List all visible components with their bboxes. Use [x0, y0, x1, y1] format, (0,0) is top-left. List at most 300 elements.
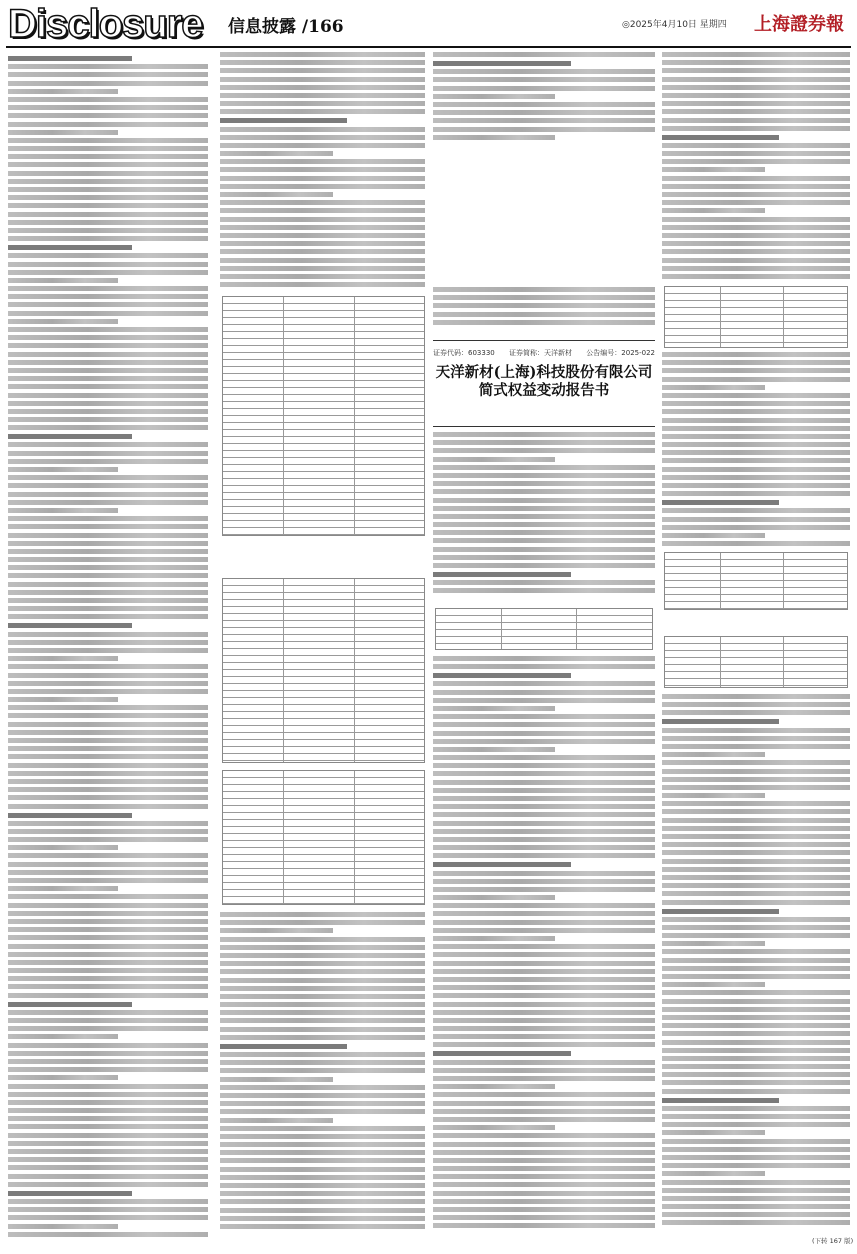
text-line: [433, 580, 655, 585]
text-line: [220, 127, 425, 132]
text-line: [662, 826, 850, 831]
text-column-1: [8, 52, 208, 1237]
cashflow-table: [222, 770, 425, 905]
text-line: [433, 1191, 655, 1196]
text-line: [662, 859, 850, 864]
text-line: [8, 722, 208, 727]
text-line: [662, 401, 850, 406]
text-line: [8, 467, 118, 472]
text-line: [8, 343, 208, 348]
text-line: [8, 1199, 208, 1204]
text-line: [433, 572, 571, 577]
text-line: [220, 969, 425, 974]
text-line: [433, 804, 655, 809]
text-line: [220, 101, 425, 106]
text-line: [8, 935, 208, 940]
text-line: [662, 744, 850, 749]
transfer-table-1: [664, 552, 848, 610]
text-line: [662, 867, 850, 872]
text-line: [8, 1034, 118, 1039]
text-line: [8, 113, 208, 118]
text-line: [8, 829, 208, 834]
text-line: [662, 710, 850, 715]
text-line: [8, 89, 118, 94]
text-line: [433, 1060, 655, 1065]
brand-logo: Disclosure: [8, 2, 203, 46]
text-line: [662, 352, 850, 357]
announcement-subtitle: 简式权益变动报告书: [478, 382, 610, 399]
text-line: [433, 61, 571, 66]
text-line: [433, 961, 655, 966]
text-line: [8, 573, 208, 578]
text-line: [8, 1141, 208, 1146]
text-line: [8, 549, 208, 554]
text-line: [433, 118, 655, 123]
text-line: [433, 320, 655, 325]
text-line: [8, 253, 208, 258]
text-line: [8, 944, 208, 949]
text-line: [220, 961, 425, 966]
text-line: [8, 894, 208, 899]
text-line: [220, 93, 425, 98]
text-line: [433, 853, 655, 858]
text-line: [220, 953, 425, 958]
text-line: [8, 623, 132, 628]
text-line: [662, 1180, 850, 1185]
text-line: [8, 516, 208, 521]
text-line: [662, 793, 765, 798]
text-line: [662, 500, 779, 505]
text-line: [662, 135, 779, 140]
text-line: [662, 450, 850, 455]
text-line: [662, 1204, 850, 1209]
text-line: [220, 1150, 425, 1155]
text-line: [662, 483, 850, 488]
text-line: [662, 508, 850, 513]
text-line: [433, 52, 655, 57]
text-line: [8, 434, 132, 439]
text-line: [220, 1134, 425, 1139]
text-column-3-mid: [433, 432, 655, 602]
text-line: [8, 1002, 132, 1007]
text-line: [8, 689, 208, 694]
text-line: [220, 1077, 333, 1082]
newspaper-name: 上海證券報: [754, 14, 844, 35]
text-line: [433, 895, 555, 900]
text-line: [8, 64, 208, 69]
text-line: [662, 151, 850, 156]
text-line: [662, 809, 850, 814]
text-line: [8, 327, 208, 332]
text-line: [220, 266, 425, 271]
text-line: [662, 159, 850, 164]
text-line: [662, 217, 850, 222]
text-line: [662, 990, 850, 995]
text-line: [8, 302, 208, 307]
text-line: [8, 1026, 208, 1031]
text-line: [662, 409, 850, 414]
text-line: [8, 911, 208, 916]
text-line: [433, 473, 655, 478]
text-line: [8, 968, 208, 973]
text-line: [662, 1155, 850, 1160]
text-line: [8, 927, 208, 932]
text-line: [662, 760, 850, 765]
text-line: [433, 1133, 655, 1138]
text-line: [220, 118, 347, 123]
text-line: [433, 1101, 655, 1106]
text-line: [433, 1034, 655, 1039]
text-line: [8, 993, 208, 998]
text-line: [662, 274, 850, 279]
text-line: [662, 393, 850, 398]
text-line: [220, 52, 425, 57]
text-line: [8, 220, 208, 225]
text-line: [662, 777, 850, 782]
text-line: [662, 1196, 850, 1201]
text-line: [662, 719, 779, 724]
text-line: [433, 457, 555, 462]
text-line: [662, 533, 765, 538]
text-line: [8, 557, 208, 562]
text-line: [8, 705, 208, 710]
text-line: [8, 311, 208, 316]
text-line: [662, 891, 850, 896]
text-line: [220, 1085, 425, 1090]
text-line: [433, 102, 655, 107]
text-line: [433, 481, 655, 486]
text-line: [433, 837, 655, 842]
text-line: [433, 1026, 655, 1031]
text-line: [662, 850, 850, 855]
text-line: [8, 763, 208, 768]
text-line: [8, 360, 208, 365]
text-line: [433, 563, 655, 568]
text-line: [8, 130, 118, 135]
text-line: [433, 747, 555, 752]
text-line: [433, 135, 555, 140]
text-line: [220, 994, 425, 999]
text-line: [662, 475, 850, 480]
text-line: [8, 738, 208, 743]
text-line: [662, 77, 850, 82]
text-line: [8, 138, 208, 143]
text-line: [433, 1010, 655, 1015]
text-line: [220, 1167, 425, 1172]
text-line: [662, 974, 850, 979]
text-line: [220, 1052, 425, 1057]
text-line: [8, 976, 208, 981]
stock-name: 证券简称：天洋新材: [509, 349, 573, 357]
text-line: [662, 1147, 850, 1152]
text-line: [662, 785, 850, 790]
text-column-2-bottom: [220, 912, 425, 1232]
text-line: [220, 978, 425, 983]
text-line: [662, 966, 850, 971]
text-line: [8, 203, 208, 208]
text-line: [433, 287, 655, 292]
text-line: [8, 1116, 208, 1121]
text-line: [220, 928, 333, 933]
text-line: [220, 1175, 425, 1180]
text-line: [433, 86, 655, 91]
text-line: [220, 986, 425, 991]
text-line: [662, 517, 850, 522]
text-line: [220, 1183, 425, 1188]
text-line: [662, 126, 850, 131]
text-line: [8, 1165, 208, 1170]
text-line: [662, 949, 850, 954]
text-line: [662, 525, 850, 530]
text-line: [220, 109, 425, 114]
text-line: [433, 465, 655, 470]
text-line: [433, 1018, 655, 1023]
text-line: [662, 176, 850, 181]
text-line: [8, 713, 208, 718]
text-line: [8, 541, 208, 546]
text-line: [433, 1092, 655, 1097]
text-line: [220, 258, 425, 263]
text-line: [220, 1101, 425, 1106]
text-line: [433, 312, 655, 317]
text-column-4-mid: [662, 352, 850, 550]
text-line: [8, 771, 208, 776]
text-line: [220, 1224, 425, 1229]
text-line: [8, 122, 208, 127]
text-line: [8, 779, 208, 784]
text-line: [433, 887, 655, 892]
text-line: [8, 837, 208, 842]
text-line: [220, 176, 425, 181]
text-line: [220, 1118, 333, 1123]
text-line: [433, 1166, 655, 1171]
text-line: [8, 81, 208, 86]
text-line: [8, 984, 208, 989]
text-column-4-top: [662, 52, 850, 282]
text-line: [433, 514, 655, 519]
text-line: [8, 754, 208, 759]
text-line: [433, 821, 655, 826]
text-line: [662, 1048, 850, 1053]
text-line: [662, 258, 850, 263]
text-line: [8, 270, 208, 275]
text-line: [662, 1122, 850, 1127]
text-line: [662, 958, 850, 963]
text-line: [433, 94, 555, 99]
text-line: [8, 286, 208, 291]
text-line: [662, 360, 850, 365]
text-line: [8, 335, 208, 340]
text-line: [433, 944, 655, 949]
text-line: [8, 1207, 208, 1212]
text-line: [220, 241, 425, 246]
text-line: [8, 746, 208, 751]
text-line: [8, 72, 208, 77]
text-line: [220, 1018, 425, 1023]
announcement-rule-top: [433, 340, 655, 341]
text-line: [433, 489, 655, 494]
text-line: [8, 212, 208, 217]
notice-number: 公告编号：2025-022: [586, 349, 655, 357]
text-line: [8, 417, 208, 422]
continued-note: (下转 167 版): [812, 1237, 854, 1245]
text-line: [662, 900, 850, 905]
text-line: [220, 1093, 425, 1098]
text-line: [662, 225, 850, 230]
text-line: [433, 1223, 655, 1228]
text-line: [220, 217, 425, 222]
text-line: [662, 52, 850, 57]
text-line: [433, 448, 655, 453]
text-line: [8, 97, 208, 102]
text-line: [220, 1027, 425, 1032]
text-line: [662, 1098, 779, 1103]
text-line: [433, 1174, 655, 1179]
text-line: [433, 303, 655, 308]
text-line: [433, 755, 655, 760]
text-line: [8, 409, 208, 414]
text-line: [220, 1035, 425, 1040]
text-line: [8, 821, 208, 826]
text-line: [8, 952, 208, 957]
text-line: [662, 233, 850, 238]
text-line: [8, 1149, 208, 1154]
text-line: [433, 977, 655, 982]
text-line: [433, 1051, 571, 1056]
text-line: [662, 208, 765, 213]
text-line: [8, 56, 132, 61]
text-line: [433, 763, 655, 768]
text-line: [8, 886, 118, 891]
text-line: [8, 228, 208, 233]
text-line: [433, 77, 655, 82]
text-line: [8, 582, 208, 587]
text-line: [662, 694, 850, 699]
text-line: [662, 418, 850, 423]
text-line: [662, 1163, 850, 1168]
text-line: [433, 1207, 655, 1212]
text-line: [8, 614, 208, 619]
issue-date: ◎2025年4月10日 星期四: [622, 20, 727, 30]
text-line: [662, 1114, 850, 1119]
text-line: [8, 1092, 208, 1097]
text-line: [8, 1084, 208, 1089]
text-column-3-bottom: [433, 656, 655, 1232]
announcement-title: 天洋新材(上海)科技股份有限公司: [435, 364, 653, 381]
text-line: [8, 154, 208, 159]
text-line: [662, 1089, 850, 1094]
text-line: [433, 829, 655, 834]
text-line: [220, 184, 425, 189]
text-line: [662, 818, 850, 823]
text-line: [8, 262, 208, 267]
text-line: [433, 920, 655, 925]
text-line: [8, 565, 208, 570]
announcement-codes: [433, 348, 655, 358]
text-line: [433, 722, 655, 727]
text-line: [8, 1215, 208, 1220]
text-line: [8, 105, 208, 110]
text-line: [220, 200, 425, 205]
text-line: [662, 385, 765, 390]
text-line: [220, 1010, 425, 1015]
text-line: [8, 278, 118, 283]
text-line: [433, 1042, 655, 1047]
text-line: [662, 467, 850, 472]
text-line: [8, 368, 208, 373]
text-line: [8, 1191, 132, 1196]
text-line: [433, 879, 655, 884]
text-line: [662, 1188, 850, 1193]
text-line: [8, 393, 208, 398]
stock-code: 证券代码：603330: [433, 349, 495, 357]
text-line: [433, 1150, 655, 1155]
text-line: [662, 200, 850, 205]
text-column-3-top: [433, 52, 655, 147]
text-line: [8, 862, 208, 867]
signature-block: [433, 287, 655, 335]
text-line: [662, 109, 850, 114]
text-line: [8, 442, 208, 447]
text-line: [8, 960, 208, 965]
text-line: [662, 1220, 850, 1225]
text-line: [662, 1130, 765, 1135]
text-line: [662, 1064, 850, 1069]
text-line: [662, 1072, 850, 1077]
text-line: [8, 319, 118, 324]
text-line: [220, 937, 425, 942]
text-line: [433, 673, 571, 678]
text-line: [8, 632, 208, 637]
text-line: [8, 1018, 208, 1023]
text-line: [8, 656, 118, 661]
text-line: [662, 442, 850, 447]
text-line: [8, 195, 208, 200]
text-line: [433, 993, 655, 998]
text-line: [662, 241, 850, 246]
text-line: [433, 664, 655, 669]
text-line: [220, 60, 425, 65]
text-line: [220, 1142, 425, 1147]
text-line: [662, 982, 765, 987]
text-line: [8, 533, 208, 538]
text-line: [220, 208, 425, 213]
text-line: [433, 812, 655, 817]
text-line: [662, 143, 850, 148]
text-line: [8, 845, 118, 850]
text-line: [662, 1031, 850, 1036]
text-line: [220, 1199, 425, 1204]
text-line: [662, 458, 850, 463]
text-line: [220, 1158, 425, 1163]
text-line: [433, 903, 655, 908]
text-line: [220, 143, 425, 148]
text-line: [662, 1080, 850, 1085]
text-line: [662, 752, 765, 757]
text-line: [220, 1191, 425, 1196]
text-line: [662, 377, 850, 382]
text-line: [8, 352, 208, 357]
text-line: [433, 1068, 655, 1073]
text-line: [433, 871, 655, 876]
text-line: [8, 606, 208, 611]
text-line: [220, 1109, 425, 1114]
masthead: [0, 0, 857, 46]
text-line: [662, 941, 765, 946]
announcement-header: [433, 348, 655, 428]
text-line: [662, 434, 850, 439]
text-line: [8, 787, 208, 792]
